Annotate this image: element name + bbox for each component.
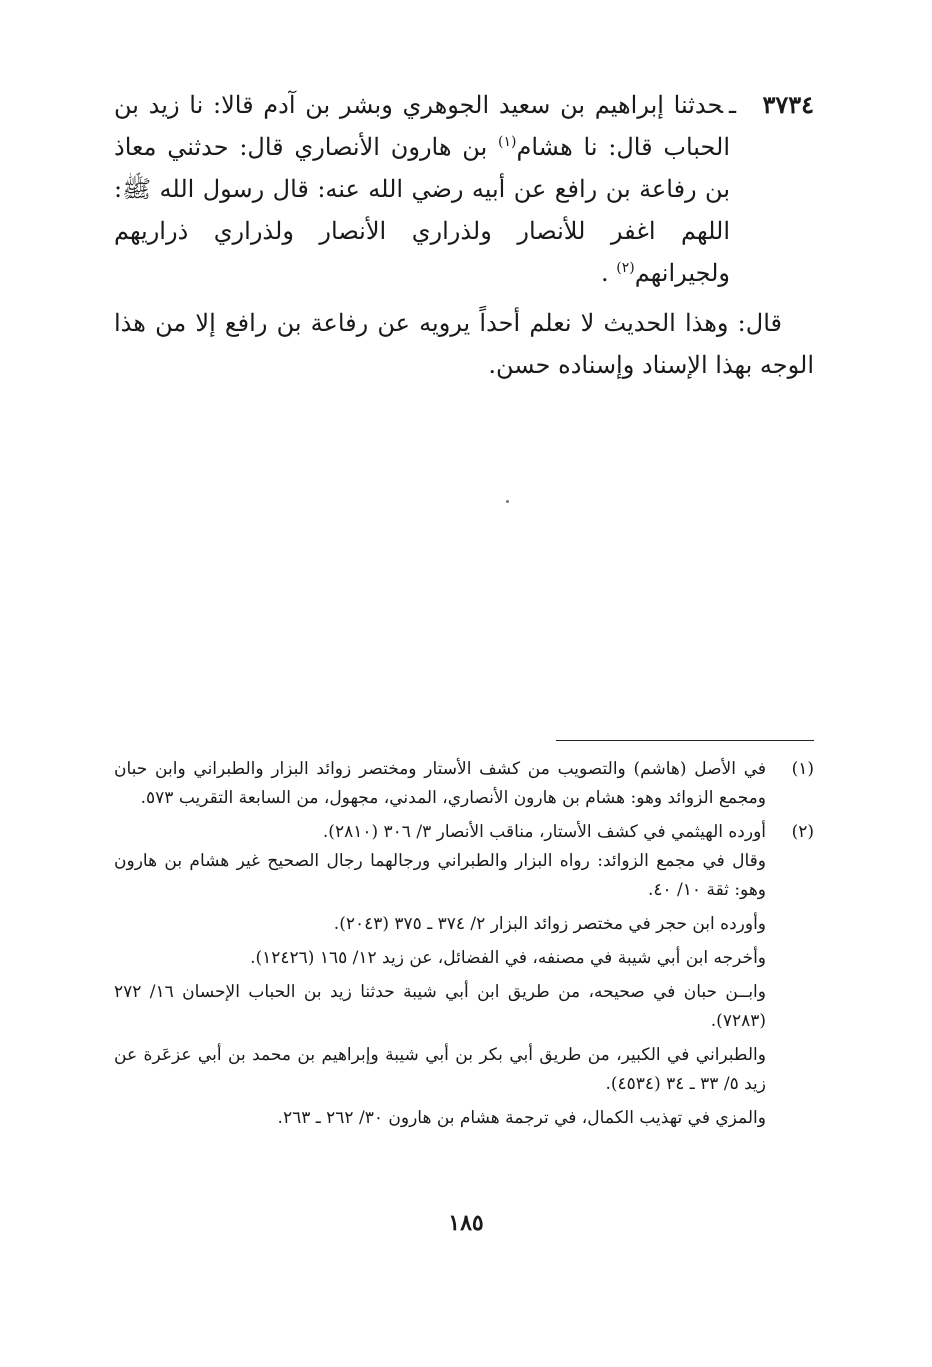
hadith-text-end: .	[601, 259, 617, 287]
footnote-paragraph: وقال في مجمع الزوائد: رواه البزار والطبراني ورجالهما رجال الصحيح غير هشام بن هارون وهو: ثقة ١٠/ ٤٠.	[114, 851, 766, 900]
footnote-ref-2: (٢)	[616, 260, 635, 276]
hadith-paragraph	[114, 84, 814, 294]
footnote-paragraph: والطبراني في الكبير، من طريق أبي بكر بن أبي شيبة وإبراهيم بن محمد بن أبي عزعَرة عن زيد ٥/ ٣٣ ـ ٣٤ (٤٥٣٤).	[114, 1045, 766, 1094]
main-text	[114, 84, 814, 386]
footnote-1-head	[114, 755, 814, 813]
footnote-paragraph: والمزي في تهذيب الكمال، في ترجمة هشام بن هارون ٣٠/ ٢٦٢ ـ ٢٦٣.	[277, 1108, 766, 1128]
footnote-2-head	[114, 818, 814, 847]
hadith-number: ٣٧٣٤	[762, 90, 814, 119]
footnote-1	[114, 755, 814, 813]
footnote-number: (٢)	[791, 822, 814, 842]
hadith-text-part1: حدثنا إبراهيم بن سعيد الجوهري وبشر بن آدم قالا: نا زيد بن الحباب قال: نا هشام	[114, 91, 730, 161]
footnote-paragraph: وابــن حبان في صحيحه، من طريق ابن أبي شيبة حدثنا زيد بن الحباب الإحسان ١٦/ ٢٧٢ (٧٢٨٣).	[114, 982, 766, 1031]
footnote-paragraph: وأخرجه ابن أبي شيبة في مصنفه، في الفضائل، عن زيد ١٢/ ١٦٥ (١٢٤٢٦).	[250, 948, 766, 968]
footnote-2	[114, 818, 814, 1133]
hadith-text-part2: بن هارون الأنصاري قال: حدثني معاذ بن رفاعة بن رافع عن أبيه رضي الله عنه: قال رسول الله ﷺ: اللهم اغفر للأنصار ولذراري الأنصار ولذراري ذراريهم ولجيرانهم	[114, 133, 730, 287]
footnote-number: (١)	[791, 759, 814, 779]
footnote-divider	[556, 740, 814, 741]
footnote-text: أورده الهيثمي في كشف الأستار، مناقب الأنصار ٣/ ٣٠٦ (٢٨١٠).	[322, 822, 766, 842]
hadith-comment: قال: وهذا الحديث لا نعلم أحداً يرويه عن رفاعة بن رافع إلا من هذا الوجه بهذا الإسناد وإسناده حسن.	[114, 309, 814, 379]
page-number: ١٨٥	[448, 1210, 484, 1236]
hadith-separator: ـ	[728, 91, 736, 119]
footnotes	[114, 755, 814, 1138]
footnote-paragraph: وأورده ابن حجر في مختصر زوائد البزار ٢/ ٣٧٤ ـ ٣٧٥ (٢٠٤٣).	[333, 914, 766, 934]
footnote-ref-1: (١)	[498, 134, 517, 150]
footnote-text: في الأصل (هاشم) والتصويب من كشف الأستار ومختصر زوائد البزار والطبراني وابن حبان ومجمع الزوائد وهو: هشام بن هارون الأنصاري، المدني، مجهول، من السابعة التقريب ٥٧٣.	[114, 759, 766, 808]
stray-dot	[506, 500, 509, 503]
